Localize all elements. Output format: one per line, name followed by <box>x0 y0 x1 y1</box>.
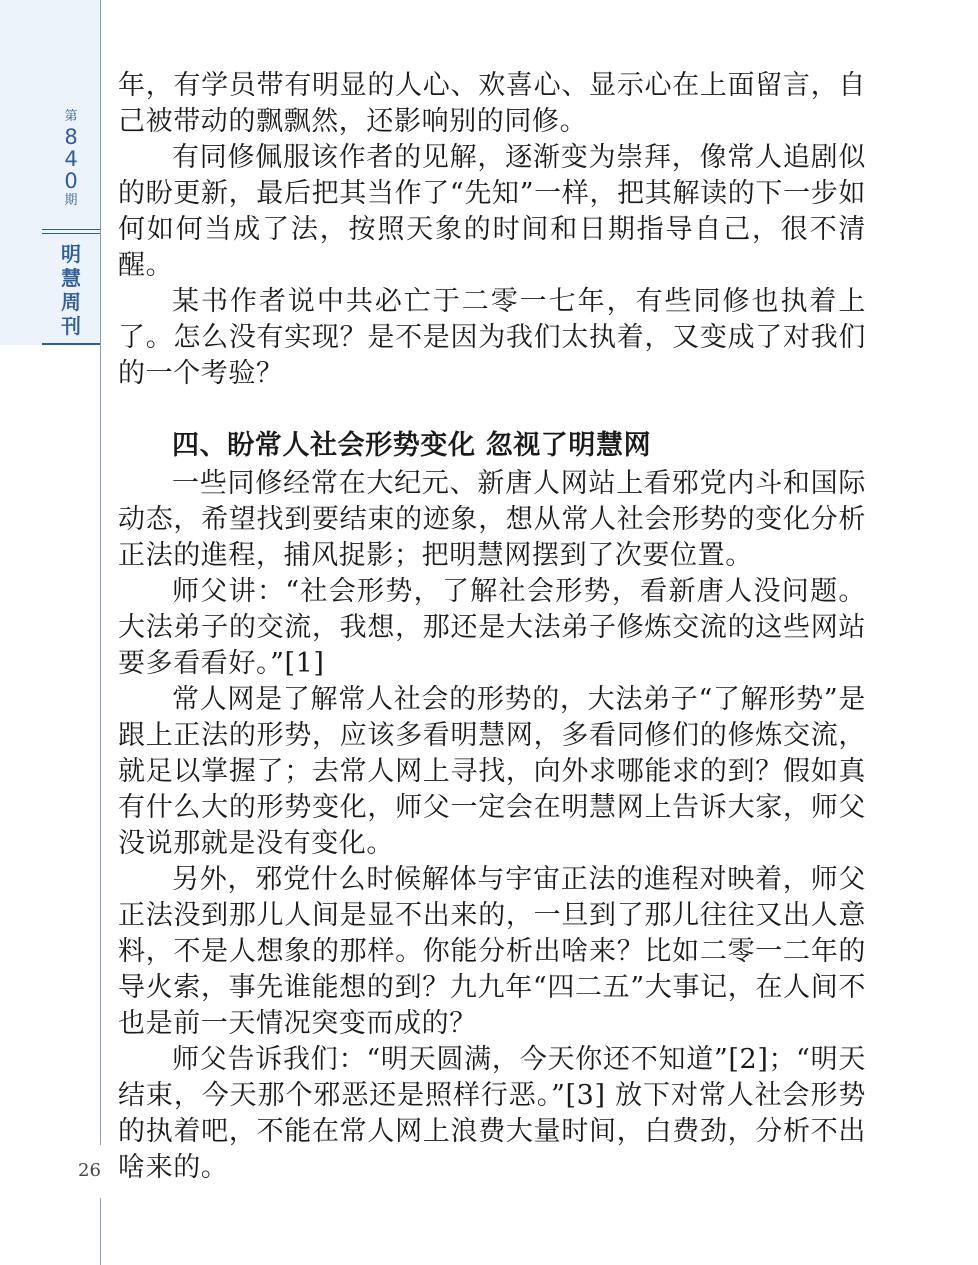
margin-rule-bottom <box>100 1198 101 1265</box>
sidebar-divider <box>42 343 100 345</box>
paragraph: 师父讲：“社会形势，了解社会形势，看新唐人没问题。大法弟子的交流，我想，那还是大法弟子修炼交流的这些网站要多看看好。”[1] <box>118 576 866 679</box>
paragraph: 有同修佩服该作者的见解，逐渐变为崇拜，像常人追剧似的盼更新，最后把其当作了“先知”一样，把其解读的下一步如何如何当成了法，按照天象的时间和日期指导自己，很不清醒。 <box>118 142 866 281</box>
issue-number <box>42 108 100 210</box>
article-body <box>118 68 866 1186</box>
margin-rule <box>100 0 101 1145</box>
sidebar-divider <box>42 229 100 230</box>
paragraph: 一些同修经常在大纪元、新唐人网站上看邪党内斗和国际动态，希望找到要结束的迹象，想从常人社会形势的变化分析正法的進程，捕风捉影；把明慧网摆到了次要位置。 <box>118 468 866 571</box>
issue-suffix: 期 <box>64 193 78 208</box>
paragraph: 师父告诉我们：“明天圆满，今天你还不知道”[2]；“明天结束，今天那个邪恶还是照样行恶。”[3] 放下对常人社会形势的执着吧，不能在常人网上浪费大量时间，白费劲，分析不出啥来的。 <box>118 1044 866 1183</box>
issue-prefix: 第 <box>64 109 78 124</box>
issue-digit: 4 <box>64 147 78 171</box>
magazine-char: 周 <box>61 290 81 314</box>
magazine-name <box>42 242 100 338</box>
issue-digit: 8 <box>64 125 78 149</box>
paragraph: 另外，邪党什么时候解体与宇宙正法的進程对映着，师父正法没到那儿人间是显不出来的，一旦到了那儿往往又出人意料，不是人想象的那样。你能分析出啥来？比如二零一二年的导火索，事先谁能想的到？九九年“四二五”大事记，在人间不也是前一天情况突变而成的？ <box>118 864 866 1039</box>
magazine-char: 明 <box>61 242 81 266</box>
paragraph: 年，有学员带有明显的人心、欢喜心、显示心在上面留言，自己被带动的飘飘然，还影响别的同修。 <box>118 70 866 137</box>
page-number: 26 <box>78 1160 101 1181</box>
magazine-char: 刊 <box>61 314 81 338</box>
magazine-char: 慧 <box>61 266 81 290</box>
issue-digit: 0 <box>64 169 78 193</box>
paragraph: 某书作者说中共必亡于二零一七年，有些同修也执着上了。怎么没有实现？是不是因为我们太执着，又变成了对我们的一个考验？ <box>118 286 866 389</box>
sidebar-divider <box>42 233 100 234</box>
paragraph: 常人网是了解常人社会的形势的，大法弟子“了解形势”是跟上正法的形势，应该多看明慧网，多看同修们的修炼交流，就足以掌握了；去常人网上寻找，向外求哪能求的到？假如真有什么大的形势变化，师父一定会在明慧网上告诉大家，师父没说那就是没有变化。 <box>118 684 866 859</box>
section-heading: 四、盼常人社会形势变化 忽视了明慧网 <box>172 430 652 461</box>
